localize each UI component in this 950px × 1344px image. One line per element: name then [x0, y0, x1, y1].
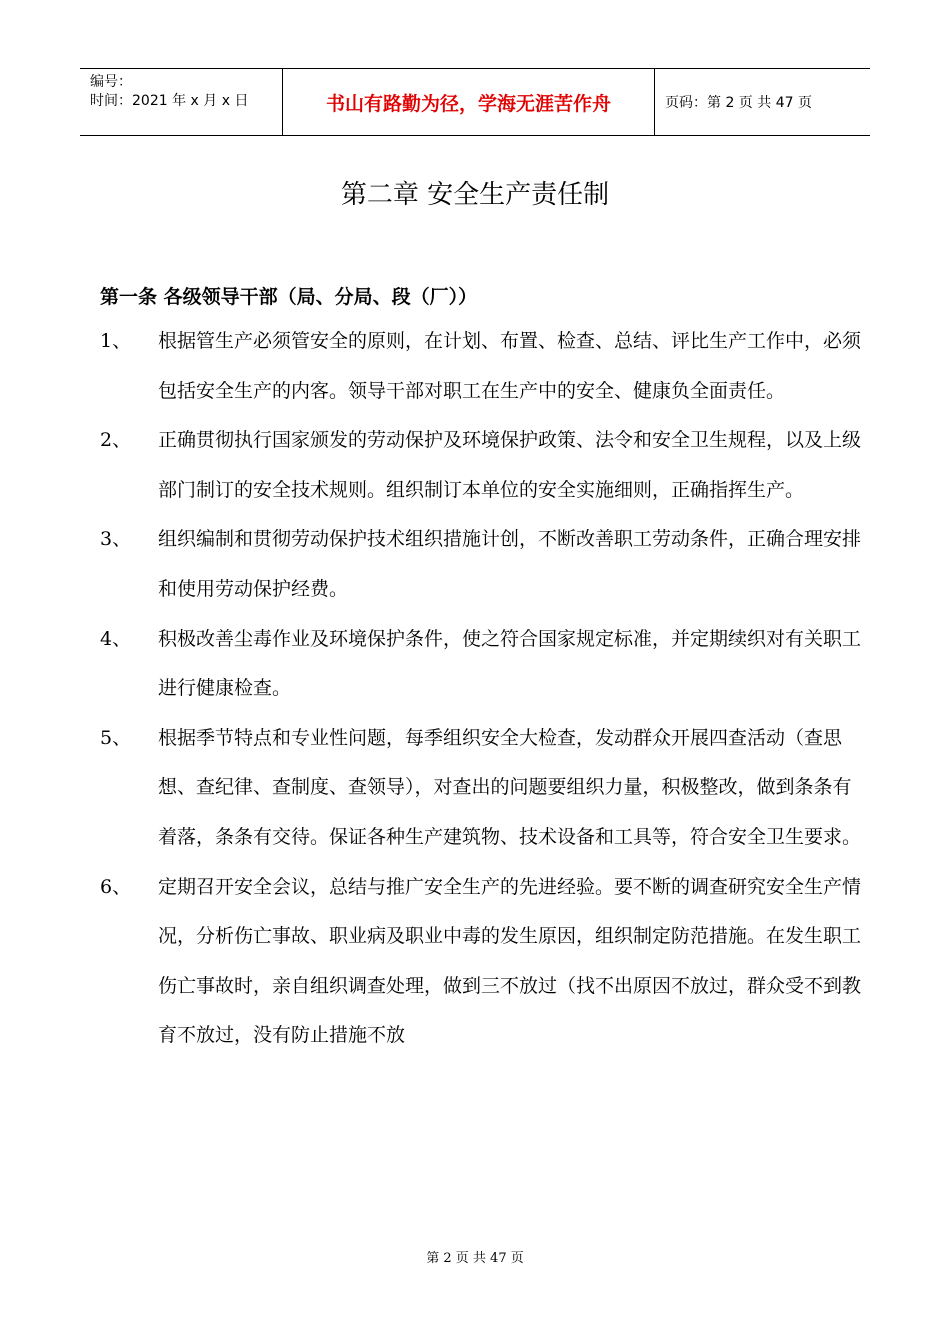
header-page-info: 页码：第 2 页 共 47 页: [665, 95, 812, 111]
list-item: [100, 714, 870, 863]
item-text: 积极改善尘毒作业及环境保护条件，使之符合国家规定标准，并定期续织对有关职工进行健康检查。: [158, 627, 862, 700]
list-item: [100, 317, 870, 416]
time-label: 时间：2021 年 x 月 x 日: [90, 93, 249, 109]
item-number: 6、: [100, 875, 132, 898]
item-number: 3、: [100, 528, 132, 551]
item-text: 定期召开安全会议，总结与推广安全生产的先进经验。要不断的调查研究安全生产情况，分析伤亡事故、职业病及职业中毒的发生原因，组织制定防范措施。在发生职工伤亡事故时，亲自组织调查处理，做到三不放过（找不出原因不放过，群众受不到教育不放过，没有防止措施不放: [158, 875, 862, 1047]
item-text: 组织编制和贯彻劳动保护技术组织措施计创，不断改善职工劳动条件，正确合理安排和使用劳动保护经费。: [158, 528, 862, 600]
list-item: [100, 615, 870, 714]
header-motto: 书山有路勤为径，学海无涯苦作舟: [282, 69, 655, 135]
section-title: 第一条 各级领导干部（局、分局、段（厂））: [100, 286, 478, 308]
item-text: 正确贯彻执行国家颁发的劳动保护及环境保护政策、法令和安全卫生规程，以及上级部门制订的安全技术规则。组织制订本单位的安全实施细则，正确指挥生产。: [158, 429, 862, 501]
page-footer: 第 2 页 共 47 页: [426, 1251, 524, 1266]
list-item: [100, 416, 870, 515]
serial-label: 编号：: [90, 74, 132, 90]
item-number: 4、: [100, 627, 132, 650]
header-meta: [80, 69, 282, 135]
item-text: 根据管生产必须管安全的原则，在计划、布置、检查、总结、评比生产工作中，必须包括安全生产的内客。领导干部对职工在生产中的安全、健康负全面责任。: [158, 330, 862, 402]
page-header: [80, 68, 870, 136]
chapter-title: 第二章 安全生产责任制: [340, 180, 610, 210]
item-number: 1、: [100, 330, 132, 352]
list-item: [100, 515, 870, 614]
item-number: 5、: [100, 726, 132, 749]
item-list: [100, 317, 870, 1061]
item-text: 根据季节特点和专业性问题，每季组织安全大检查，发动群众开展四查活动（查思想、查纪律、查制度、查领导），对查出的问题要组织力量，积极整改，做到条条有着落，条条有交待。保证各种生产建筑物、技术设备和工具等，符合安全卫生要求。: [158, 726, 862, 848]
item-number: 2、: [100, 429, 132, 452]
list-item: [100, 863, 870, 1061]
